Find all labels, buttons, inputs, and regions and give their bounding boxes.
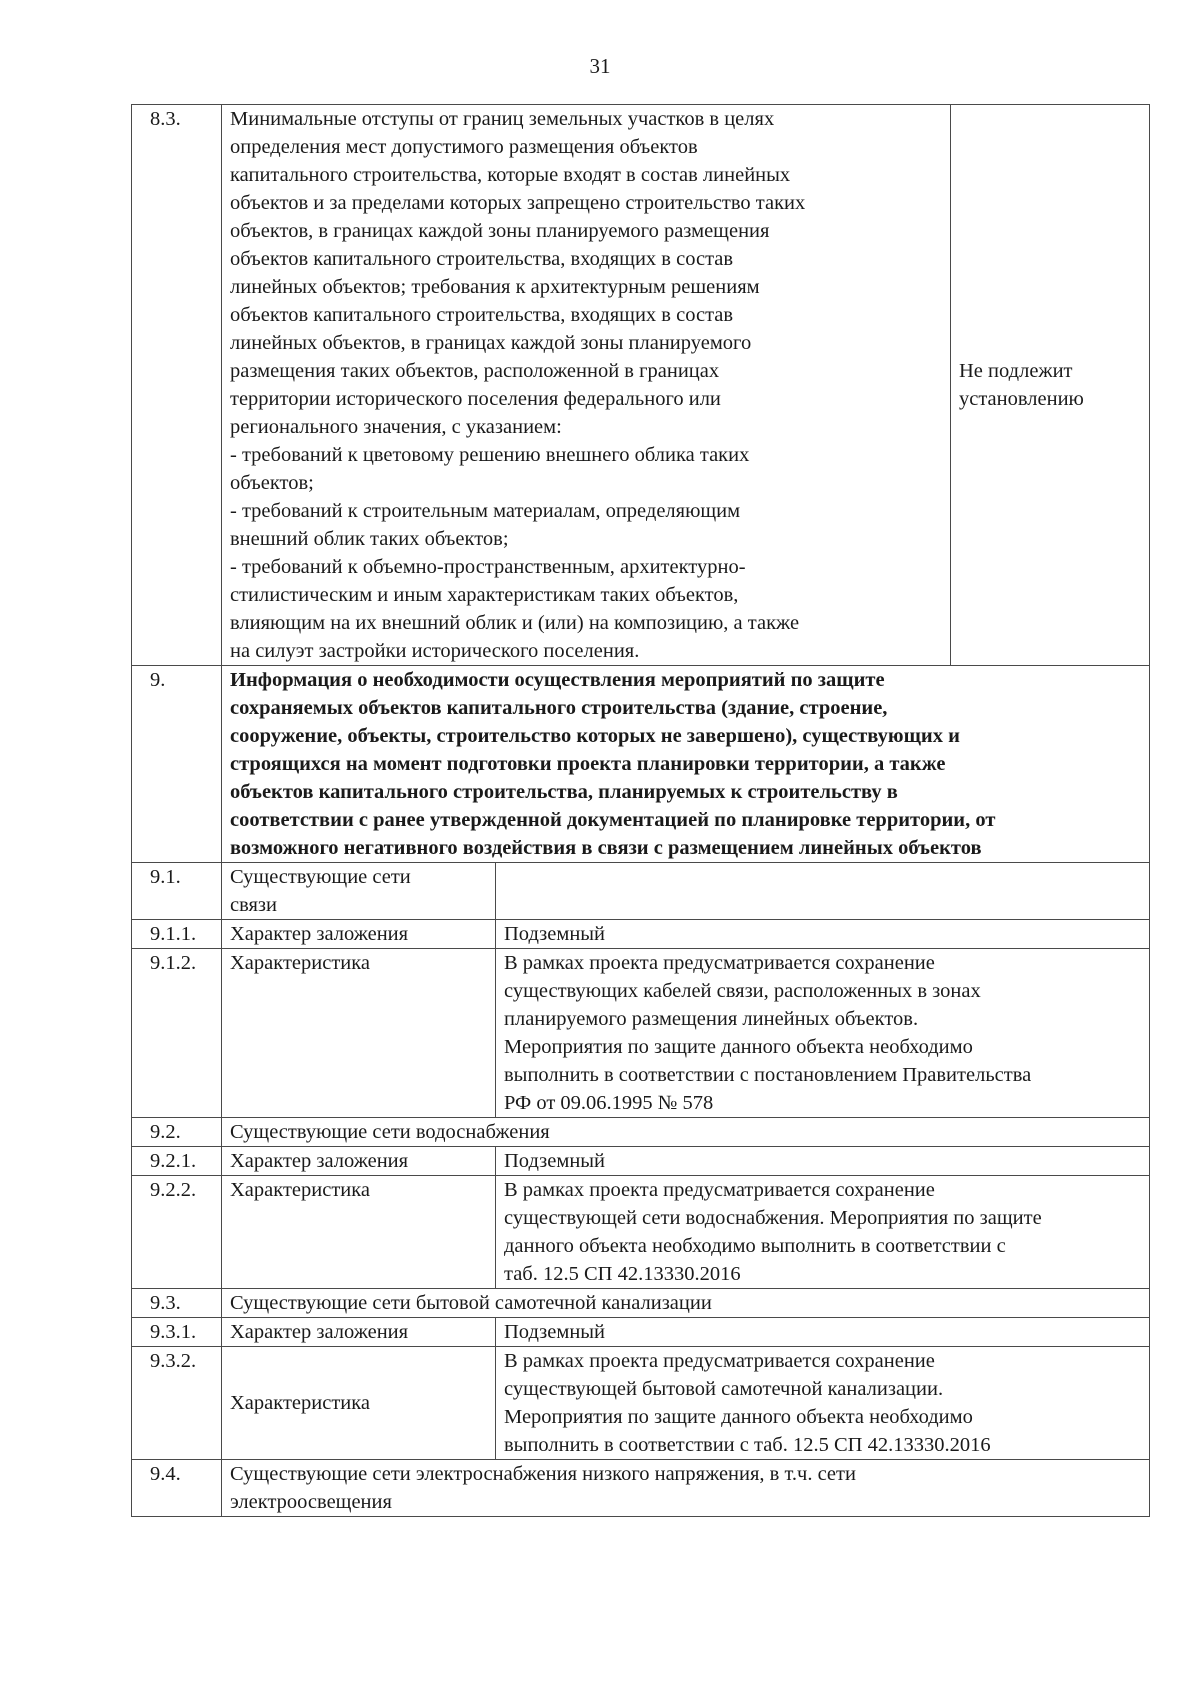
text-line: стилистическим и иным характеристикам таких объектов, — [230, 584, 739, 606]
heading-line: сооружение, объекты, строительство которых не завершено), существующих и — [230, 725, 960, 747]
value-line: существующей бытовой самотечной канализации. — [504, 1378, 944, 1400]
text-line: размещения таких объектов, расположенной в границах — [230, 360, 720, 382]
table-row-9-2 — [132, 1118, 1150, 1147]
row-value: Подземный — [496, 920, 1150, 949]
value-line: Мероприятия по защите данного объекта необходимо — [504, 1036, 973, 1058]
section-heading — [222, 666, 1150, 863]
value-line: существующих кабелей связи, расположенных в зонах — [504, 980, 981, 1002]
row-value: Подземный — [496, 1147, 1150, 1176]
row-label: Характер заложения — [222, 1147, 496, 1176]
row-value — [496, 1347, 1150, 1460]
text-line: определения мест допустимого размещения объектов — [230, 136, 698, 158]
row-value: Подземный — [496, 1318, 1150, 1347]
row-number: 9.2.1. — [132, 1147, 222, 1176]
row-number: 9.3. — [132, 1289, 222, 1318]
value-line: существующей сети водоснабжения. Мероприятия по защите — [504, 1207, 1042, 1229]
text-line: объектов капитального строительства, входящих в состав — [230, 248, 734, 270]
value-line: таб. 12.5 СП 42.13330.2016 — [504, 1263, 741, 1285]
text-line: на силуэт застройки исторического поселения. — [230, 640, 640, 662]
label-line: Существующие сети электроснабжения низкого напряжения, в т.ч. сети — [230, 1463, 856, 1485]
row-number: 9.1. — [132, 863, 222, 920]
text-line: - требований к строительным материалам, определяющим — [230, 500, 741, 522]
text-line: объектов, в границах каждой зоны планируемого размещения — [230, 220, 770, 242]
row-number: 9.2.2. — [132, 1176, 222, 1289]
heading-line: сохраняемых объектов капитального строительства (здание, строение, — [230, 697, 888, 719]
row-number: 9.2. — [132, 1118, 222, 1147]
heading-line: Информация о необходимости осуществления мероприятий по защите — [230, 669, 885, 691]
value-line: В рамках проекта предусматривается сохранение — [504, 1350, 935, 1372]
row-label — [222, 1460, 1150, 1517]
row-value — [496, 1176, 1150, 1289]
row-number: 9.1.2. — [132, 949, 222, 1118]
text-line: территории исторического поселения федерального или — [230, 388, 721, 410]
table-row-9-4 — [132, 1460, 1150, 1517]
row-label: Характер заложения — [222, 1318, 496, 1347]
text-line: Минимальные отступы от границ земельных участков в целях — [230, 108, 775, 130]
label-line: Существующие сети — [230, 866, 411, 888]
heading-line: объектов капитального строительства, планируемых к строительству в — [230, 781, 898, 803]
table-row-9-2-1 — [132, 1147, 1150, 1176]
table-row-8-3 — [132, 105, 1150, 666]
value-line: установлению — [959, 388, 1084, 410]
value-line: планируемого размещения линейных объектов. — [504, 1008, 919, 1030]
value-line: В рамках проекта предусматривается сохранение — [504, 1179, 935, 1201]
text-line: капитального строительства, которые входят в состав линейных — [230, 164, 791, 186]
text-line: влияющим на их внешний облик и (или) на композицию, а также — [230, 612, 800, 634]
row-label: Характеристика — [222, 949, 496, 1118]
text-line: - требований к объемно-пространственным, архитектурно- — [230, 556, 746, 578]
row-number: 9.3.1. — [132, 1318, 222, 1347]
text-line: объектов и за пределами которых запрещено строительство таких — [230, 192, 806, 214]
value-line: данного объекта необходимо выполнить в соответствии с — [504, 1235, 1006, 1257]
requirements-table — [131, 104, 1150, 1517]
value-line: РФ от 09.06.1995 № 578 — [504, 1092, 714, 1114]
row-number: 9.4. — [132, 1460, 222, 1517]
heading-line: соответствии с ранее утвержденной документацией по планировке территории, от — [230, 809, 996, 831]
row-value — [496, 949, 1150, 1118]
text-line: регионального значения, с указанием: — [230, 416, 562, 438]
row-value-empty — [496, 863, 1150, 920]
value-line: выполнить в соответствии с таб. 12.5 СП 42.13330.2016 — [504, 1434, 991, 1456]
heading-line: строящихся на момент подготовки проекта планировки территории, а также — [230, 753, 946, 775]
row-number: 9. — [132, 666, 222, 863]
requirement-value — [951, 105, 1150, 666]
text-line: - требований к цветовому решению внешнего облика таких — [230, 444, 750, 466]
heading-line: возможного негативного воздействия в связи с размещением линейных объектов — [230, 837, 982, 859]
table-row-9-1 — [132, 863, 1150, 920]
text-line: внешний облик таких объектов; — [230, 528, 509, 550]
row-label — [222, 863, 496, 920]
row-label: Существующие сети бытовой самотечной канализации — [222, 1289, 1150, 1318]
row-number: 8.3. — [132, 105, 222, 666]
row-number: 9.1.1. — [132, 920, 222, 949]
row-label: Характеристика — [222, 1176, 496, 1289]
value-line: выполнить в соответствии с постановлением Правительства — [504, 1064, 1032, 1086]
page-number: 31 — [589, 54, 611, 78]
table-row-9-3 — [132, 1289, 1150, 1318]
label-line: электроосвещения — [230, 1491, 392, 1513]
table-row-9-3-1 — [132, 1318, 1150, 1347]
table-row-9-3-2 — [132, 1347, 1150, 1460]
text-line: объектов капитального строительства, входящих в состав — [230, 304, 734, 326]
row-label: Существующие сети водоснабжения — [222, 1118, 1150, 1147]
label-line: связи — [230, 894, 278, 916]
row-label: Характер заложения — [222, 920, 496, 949]
row-number: 9.3.2. — [132, 1347, 222, 1460]
table-row-9-1-1 — [132, 920, 1150, 949]
text-line: линейных объектов; требования к архитектурным решениям — [230, 276, 760, 298]
text-line: линейных объектов, в границах каждой зоны планируемого — [230, 332, 752, 354]
value-line: В рамках проекта предусматривается сохранение — [504, 952, 935, 974]
text-line: объектов; — [230, 472, 314, 494]
table-row-9-2-2 — [132, 1176, 1150, 1289]
value-line: Не подлежит — [959, 360, 1073, 382]
table-row-9-1-2 — [132, 949, 1150, 1118]
row-label: Характеристика — [222, 1347, 496, 1460]
requirement-text — [222, 105, 951, 666]
table-row-9 — [132, 666, 1150, 863]
value-line: Мероприятия по защите данного объекта необходимо — [504, 1406, 973, 1428]
